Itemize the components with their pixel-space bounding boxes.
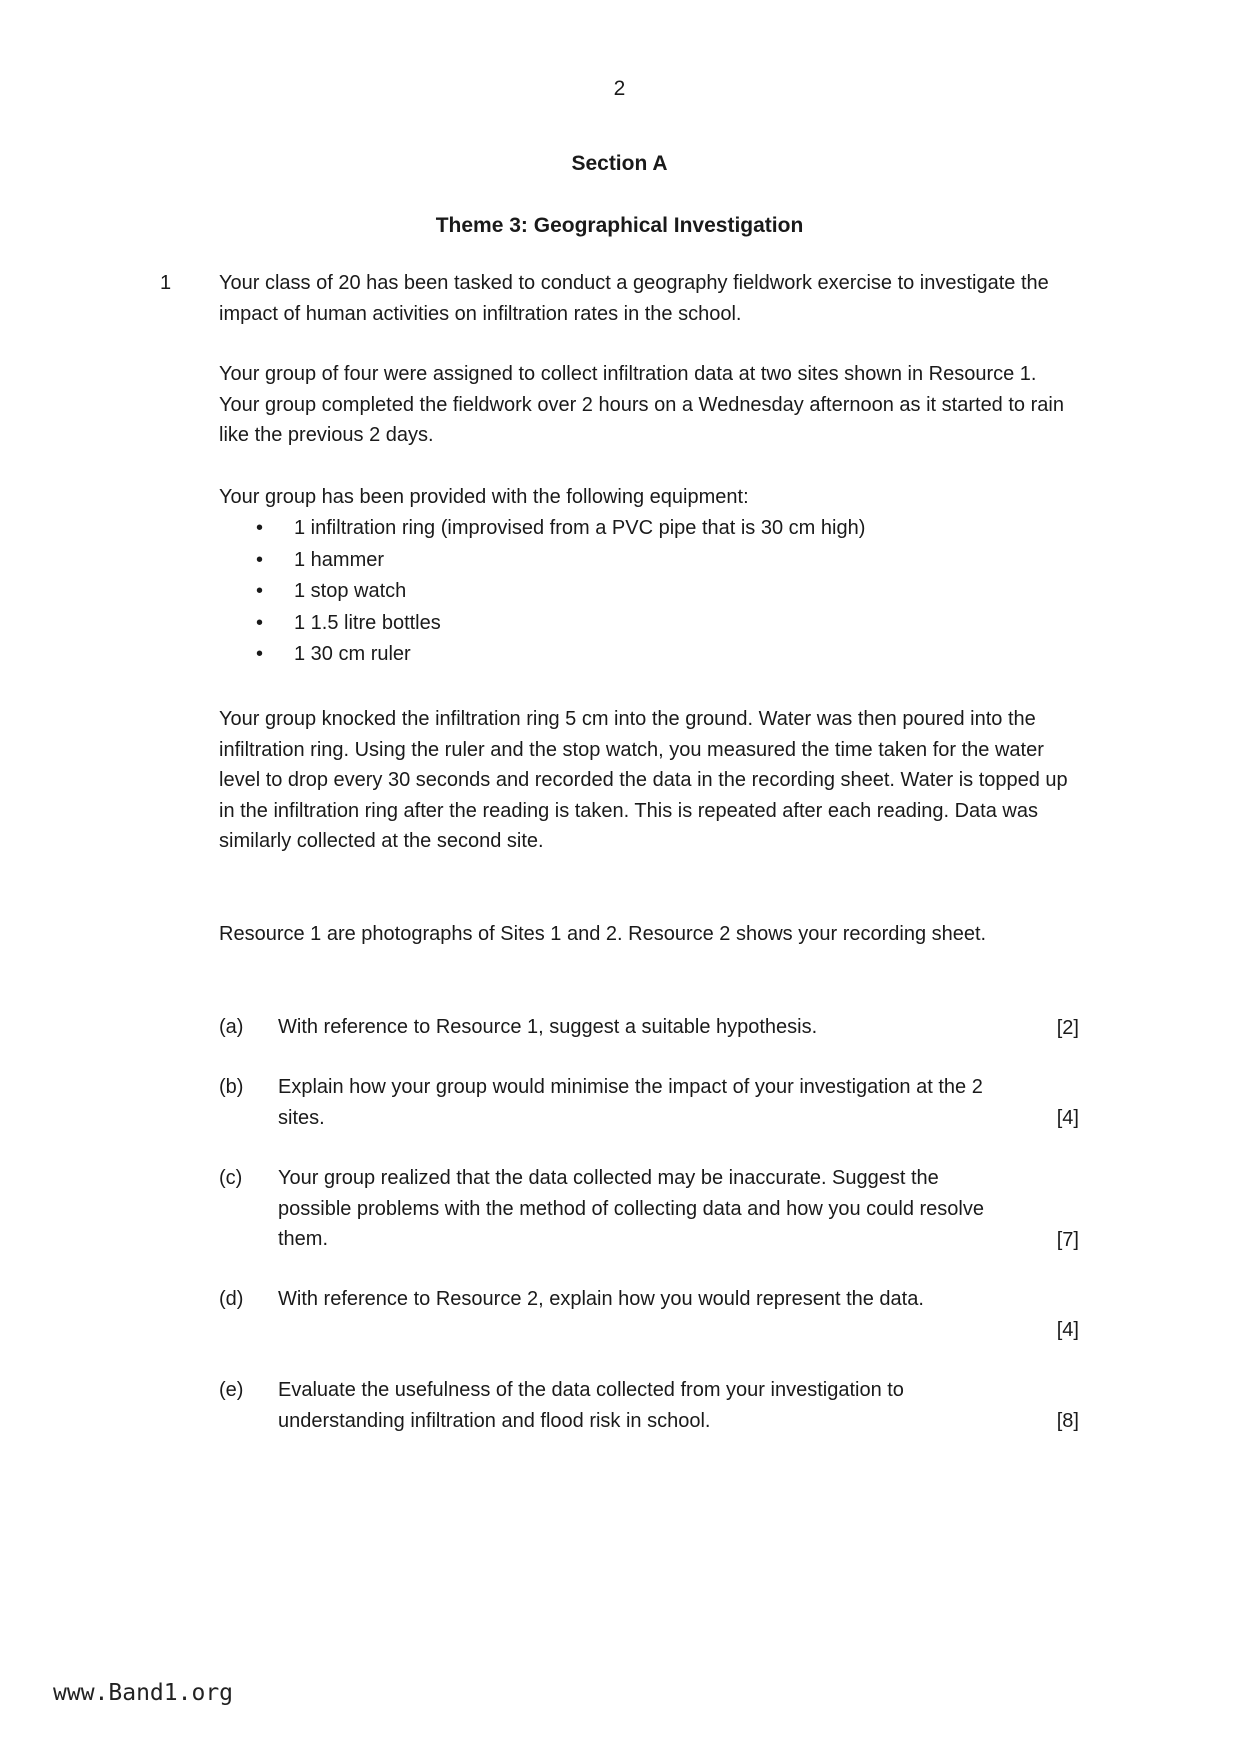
section-title: Section A [571,152,668,175]
part-text: With reference to Resource 1, suggest a suitable hypothesis. [278,1016,818,1038]
equipment-item: • 1 infiltration ring (improvised from a PVC pipe that is 30 cm high) [256,513,865,545]
question-part-b [219,1072,1079,1133]
intro-paragraph: Your class of 20 has been tasked to conduct a geography fieldwork exercise to investigate the impact of human activities on infiltration rates in the school. [219,272,1049,325]
part-text: With reference to Resource 2, explain how you would represent the data. [278,1288,924,1310]
part-text: Explain how your group would minimise the impact of your investigation at the 2 sites. [278,1076,983,1129]
question-part-d [219,1284,1079,1345]
part-text: Your group realized that the data collected may be inaccurate. Suggest the possible problems with the method of collecting data and how you could resolve them. [278,1167,984,1250]
group-paragraph: Your group of four were assigned to collect infiltration data at two sites shown in Resource 1. Your group completed the fieldwork over 2 hours on a Wednesday afternoon as it started to rain like the previous 2 days. [219,363,1064,446]
part-marks: [4] [1056,1318,1079,1341]
method-paragraph: Your group knocked the infiltration ring 5 cm into the ground. Water was then poured into the infiltration ring. Using the ruler and the stop watch, you measured the time taken for the water level to drop every 30 seconds and recorded the data in the recording sheet. Water is topped up in the infiltration ring after the reading is taken. This is repeated after each reading. Data was similarly collected at the second site. [219,708,1068,852]
part-label: (e) [219,1379,244,1401]
bullet-icon: • [256,611,264,634]
equipment-list [256,513,865,671]
question-part-a [219,1012,1079,1043]
resources-paragraph: Resource 1 are photographs of Sites 1 and 2. Resource 2 shows your recording sheet. [219,923,987,945]
part-marks: [4] [1056,1106,1079,1129]
equipment-item: • 1 stop watch [256,576,865,608]
theme-title: Theme 3: Geographical Investigation [435,214,804,237]
part-marks: [2] [1056,1016,1079,1039]
equipment-item: • 1 30 cm ruler [256,639,865,671]
bullet-icon: • [256,643,264,665]
part-marks: [7] [1056,1228,1079,1251]
question-number: 1 [160,272,172,294]
page-number: 2 [613,77,626,100]
question-part-c [219,1163,1079,1255]
bullet-icon: • [256,580,264,602]
part-marks: [8] [1056,1409,1079,1432]
question-part-e [219,1375,1079,1436]
part-text: Evaluate the usefulness of the data collected from your investigation to understanding infiltration and flood risk in school. [278,1379,904,1432]
part-label: (d) [219,1288,244,1310]
equipment-item: • 1 1.5 litre bottles [256,608,865,640]
watermark: www.Band1.org [53,1680,234,1706]
part-label: (b) [219,1076,244,1098]
bullet-icon: • [256,548,264,571]
part-label: (c) [219,1167,243,1189]
bullet-icon: • [256,517,264,539]
equipment-intro: Your group has been provided with the following equipment: [219,486,749,508]
equipment-item: • 1 hammer [256,545,865,577]
part-label: (a) [219,1016,244,1038]
